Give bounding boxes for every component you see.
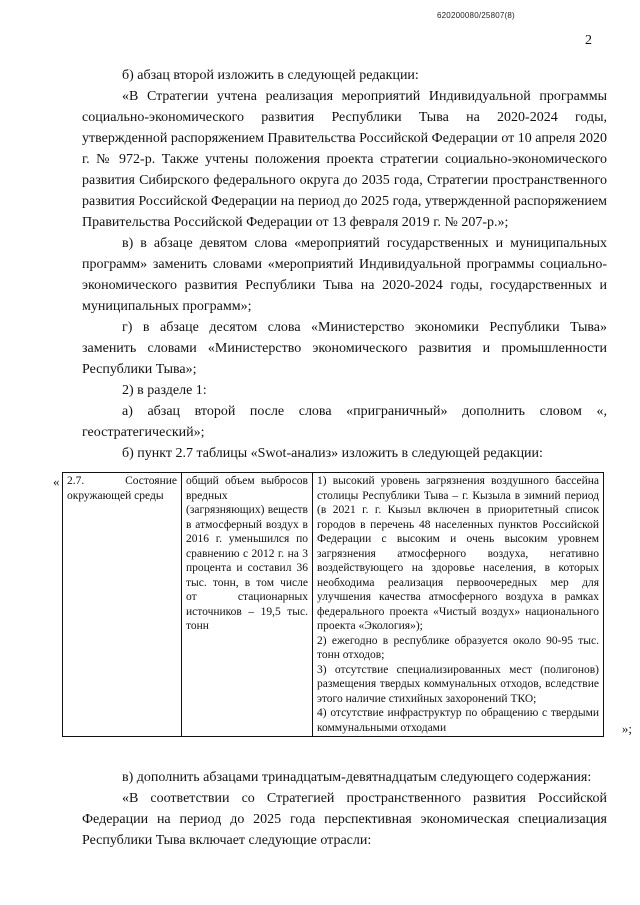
paragraph-strategy-quote: «В Стратегии учтена реализация мероприятий Индивидуальной программы социально-экономического развития Республики Тыва на 2020-2024 годы, утвержденной распоряжением Правительства Российской Федерации от 10 апреля 2020 г. № 972-р. Также учтены положения проекта стратегии социально-экономического развития Сибирского федерального округа до 2035 года, Стратегии пространственного развития Российской Федерации на период до 2025 года, утвержденной распоряжением Правительства Российской Федерации от 13 февраля 2019 г. № 207-р.»; (82, 89, 607, 230)
swot-table-wrapper (53, 472, 632, 737)
cell-weakness (313, 473, 604, 737)
table-open-quote: « (53, 474, 60, 489)
cell-item: 2.7. Состояние окружающей среды (63, 473, 182, 737)
paragraph-g-tenth: г) в абзаце десятом слова «Министерство экономики Республики Тыва» заменить словами «Министерство экономического развития и промышленности Республики Тыва»; (82, 320, 607, 377)
weakness-item-4: 4) отсутствие инфраструктур по обращению с твердыми коммунальными отходами (317, 707, 599, 734)
paragraph-section-1: 2) в разделе 1: (122, 383, 207, 398)
table-row (63, 473, 604, 737)
table-close-quote: »; (621, 721, 632, 736)
paragraph-b-intro: б) абзац второй изложить в следующей редакции: (122, 68, 419, 83)
weakness-item-1: 1) высокий уровень загрязнения воздушного бассейна столицы Республики Тыва – г. Кызыла в зимний период (в 2021 г. г. Кызыл включен в приоритетный список городов в перечень 48 населенных пунктов Российской Федерации с высоким и очень высоким уровнем загрязнения атмосферного воздуха, негативно воздействующего на здоровье населения, в которых необходима реализация первоочередных мер для улучшения качества атмосферного воздуха в рамках федерального проекта «Чистый воздух» национального проекта «Экология»); (317, 475, 599, 632)
paragraph-v-add: в) дополнить абзацами тринадцатым-девятнадцатым следующего содержания: (122, 770, 592, 785)
swot-table (62, 472, 604, 737)
document-body (53, 65, 632, 851)
paragraph-specialization: «В соответствии со Стратегией пространственного развития Российской Федерации на период до 2025 года перспективная экономическая специализация Республики Тыва включает следующие отрасли: (82, 791, 607, 848)
paragraph-b-swot: б) пункт 2.7 таблицы «Swot-анализ» изложить в следующей редакции: (122, 446, 543, 461)
weakness-item-3: 3) отсутствие специализированных мест (полигонов) размещения твердых коммунальных отходов, вследствие этого наличие стихийных захоронений ТКО; (317, 663, 599, 705)
weakness-item-2: 2) ежегодно в республике образуется около 90-95 тыс. тонн отходов; (317, 634, 599, 661)
page-number: 2 (585, 33, 592, 48)
cell-strength: общий объем выбросов вредных (загрязняющих) веществ в атмосферный воздух в 2016 г. уменьшился по сравнению с 2012 г. на 3 процента и составил 36 тыс. тонн, в том числе от стационарных источников – 19,5 тыс. тонн (182, 473, 313, 737)
document-code: 620200080/25807(8) (437, 11, 515, 20)
paragraph-a-second: а) абзац второй после слова «приграничный» дополнить словом «, геостратегический»; (82, 404, 607, 440)
paragraph-v-ninth: в) в абзаце девятом слова «мероприятий государственных и муниципальных программ» заменить словами «мероприятий Индивидуальной программы социально-экономического развития Республики Тыва на 2020-2024 годы, государственных и муниципальных программ»; (82, 236, 607, 314)
